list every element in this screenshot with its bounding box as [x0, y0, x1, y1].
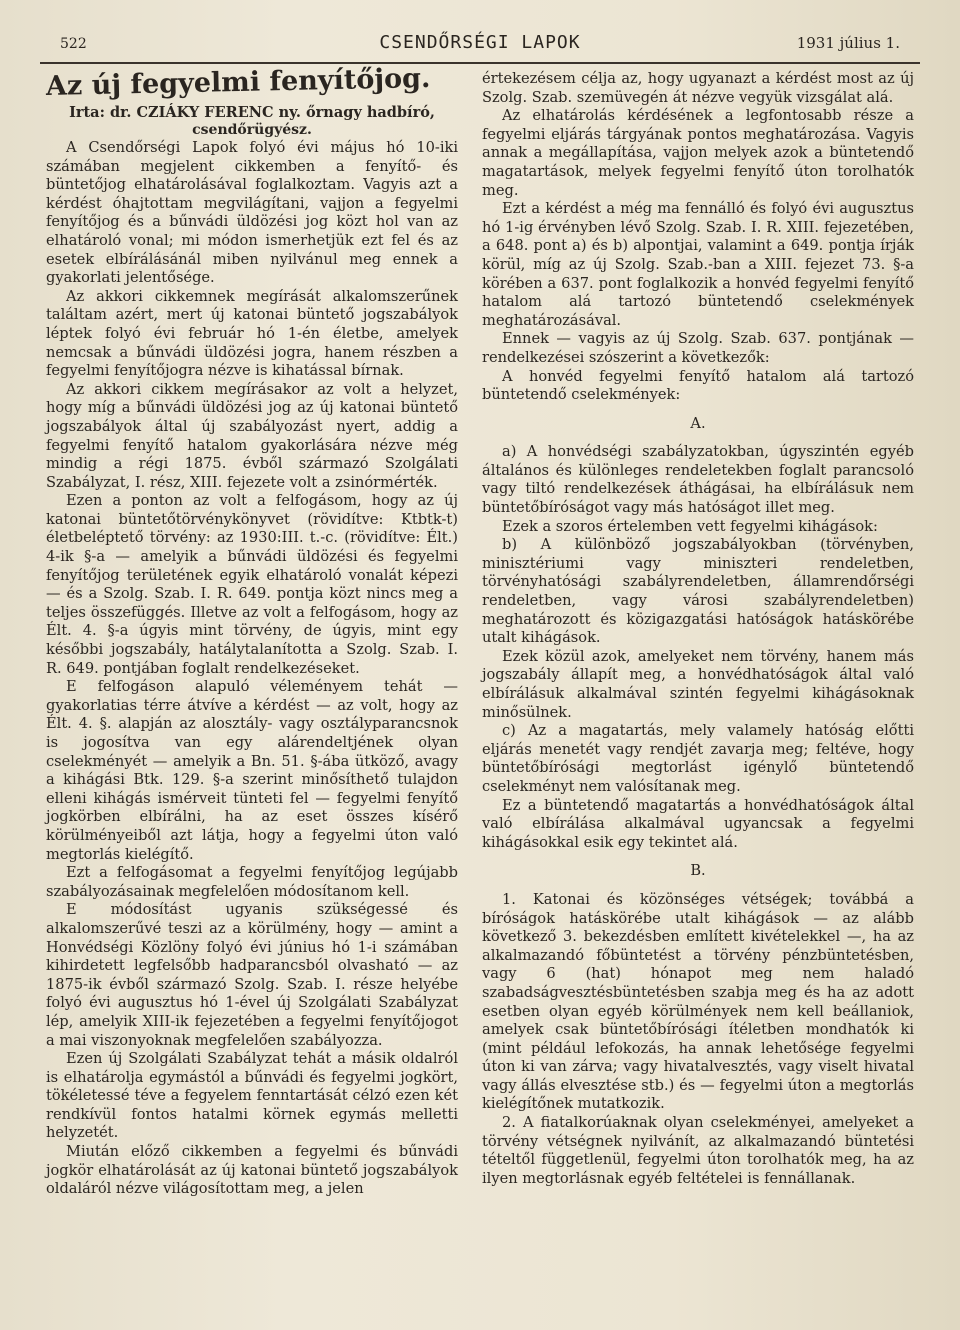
paragraph: A Csendőrségi Lapok folyó évi május hó 10-iki számában megjelent cikkemben a fenyítő- és büntetőjog elhatárolásával foglalkoztam. Vagyis azt a kérdést óhajtottam megvilágítani, vajjon a fegyelmi fenyítőjog és a bűnvádi üldözési jog közt hol van az elhatároló vonal; mi módon ismerhetjük ezt fel és az esetek elbírálásánál miben nyilvánul meg ennek a gyakorlati jelentősége. — [46, 139, 458, 287]
paragraph: Ezt a felfogásomat a fegyelmi fenyítőjog legújabb szabályozásainak megfelelően módosítanom kell. — [46, 864, 458, 900]
left-column — [45, 62, 458, 1199]
paragraph: Az akkori cikkemnek megírását alkalomszerűnek találtam azért, mert új katonai büntető jogszabályok léptek folyó évi február hó 1-én életbe, amelyek nemcsak a bűnvádi üldözési jogra, hanem részben a fegyelmi fenyítőjogra nézve is kihatással bírnak. — [46, 287, 458, 380]
paragraph: a) A honvédségi szabályzatokban, úgyszintén egyéb általános és különleges rendeletekben foglalt parancsoló vagy tiltó rendelkezések áthágásai, ha elbírálásuk nem büntetőbíróságot vagy más hatóságot illet meg. — [482, 443, 914, 517]
page-number: 522 — [60, 36, 87, 52]
paragraph: Ennek — vagyis az új Szolg. Szab. 637. pontjának — rendelkezései szószerint a következők: — [482, 330, 914, 366]
paragraph: E felfogáson alapuló véleményem tehát — gyakorlatias térre átvíve a kérdést — az volt, hogy az Élt. 4. §. alapján az alosztály- vagy osztályparancsnok is jogosítva van egy alárendeltjének olyan cselekményét — amelyik a Bn. 51. §-ába ütköző, avagy a kihágási Btk. 129. §-a szerint minősíthető tulajdon elleni kihágás ismérveit tünteti fel — fegyelmi fenyítő jogkörben elbírálni, ha az eset összes kísérő körülményeiből azt látja, hogy a fegyelmi úton való megtorlás kielégítő. — [46, 678, 458, 863]
section-heading-a: A. — [690, 414, 706, 432]
paragraph: 2. A fiatalkorúaknak olyan cselekményei, amelyeket a törvény vétségnek nyilvánít, az alkalmazandó büntetési tételtől függetlenül, fegyelmi úton torolhatók meg, ha az ilyen megtorlásnak egyéb feltételei is fennállanak. — [482, 1114, 914, 1187]
issue-date: 1931 július 1. — [796, 34, 900, 52]
paragraph: Ezen a ponton az volt a felfogásom, hogy az új katonai büntetőtörvénykönyvet (rövidítve: Ktbtk-t) életbeléptető törvény: az 1930:III. t.-c. (rövidítve: Élt.) 4-ik §-a — amelyik a bűnvádi üldözési és fegyelmi fenyítőjog területének egyik elhatároló vonalát képezi — és a Szolg. Szab. I. R. 649. pontja közt nincs meg a teljes összefüggés. Illetve az volt a felfogásom, hogy az Élt. 4. §-a úgyis mint törvény, de úgyis, mint egy későbbi jogszabály, hatálytalanította a Szolg. Szab. I. R. 649. pontjában foglalt rendelkezéseket. — [46, 492, 458, 677]
paragraph: E módosítást ugyanis szükségessé és alkalomszerűvé teszi az a körülmény, hogy — amint a Honvédségi Közlöny folyó évi június hó 1-i számában kihirdetett legfelsőbb hadparancsból olvasható — az 1875-ik évből származó Szolg. Szab. I. része helyébe folyó évi augusztus hó 1-ével új Szolgálati Szabályzat lép, amelyik XIII-ik fejezetében a fegyelmi fenyítőjogot a mai viszonyoknak megfelelően szabályozza. — [46, 901, 458, 1049]
paragraph: Az elhatárolás kérdésének a legfontosabb része a fegyelmi eljárás tárgyának pontos meghatározása. Vagyis annak a megállapítása, vajjon melyek azok a büntetendő magatartások, melyek fegyelmi fenyítő úton torolhatók meg. — [482, 107, 914, 199]
masthead: CSENDŐRSÉGI LAPOK — [379, 32, 581, 53]
paragraph: A honvéd fegyelmi fenyítő hatalom alá tartozó büntetendő cselekmények: — [482, 367, 914, 404]
paragraph: 1. Katonai és közönséges vétségek; továbbá a bíróságok hatáskörébe utalt kihágások — az alább következő 3. bekezdésben említett kivételekkel —, ha az alkalmazandó főbüntetést a törvény pénzbüntetésben, vagy 6 (hat) hónapot meg nem haladó szabadságvesztésbüntetésben szabja meg és ha az adott esetben olyan egyéb körülmények nem kell beállaniok, amelyek csak büntetőbírósági ítéletben mondhatók ki (mint például lefokozás, ha annak lehetősége fegyelmi úton ki van zárva; vagy hivatalvesztés, vagy viselt hivatal vagy állás elvesztése stb.) és — fegyelmi úton a megtorlás kielégítőnek mutatkozik. — [482, 890, 914, 1113]
page-header — [40, 22, 920, 64]
paragraph: b) A különböző jogszabályokban (törvényben, minisztériumi vagy miniszteri rendeletben, törvényhatósági szabályrendeletben, államrendőrségi rendeletben, vagy városi szabályrendeletben) meghatározott és közigazgatási hatóságok hatáskörébe utalt kihágások. — [482, 536, 914, 647]
paragraph: Ezen új Szolgálati Szabályzat tehát a másik oldalról is elhatárolja egymástól a bűnvádi és fegyelmi jogkört, tökéletessé téve a fegyelem fenntartását célzó ezen két rendkívül fontos hatalmi körnek egymás melletti helyzetét. — [46, 1050, 458, 1142]
paragraph: Ezt a kérdést a még ma fennálló és folyó évi augusztus hó 1-ig érvényben lévő Szolg. Szab. I. R. XIII. fejezetében, a 648. pont a) és b) alpontjai, valamint a 649. pontja írják körül, míg az új Szolg. Szab.-ban a XIII. fejezet 73. §-a körében a 637. pont foglalkozik a honvéd fegyelmi fenyítő hatalom alá tartozó büntetendő cselekmények meghatározásával. — [482, 200, 914, 329]
paragraph: Ez a büntetendő magatartás a honvédhatóságok által való elbírálása alkalmával ugyancsak a fegyelmi kihágásokkal esik egy tekintet alá. — [482, 796, 914, 851]
paragraph: Miután előző cikkemben a fegyelmi és bűnvádi jogkör elhatárolását az új katonai büntető jogszabályok oldaláról nézve világosítottam meg, a jelen — [46, 1143, 458, 1198]
section-heading-b: B. — [690, 862, 706, 880]
right-column — [482, 70, 914, 1188]
article-title: Az új fegyelmi fenyítőjog. — [45, 62, 431, 102]
paragraph: Ezek a szoros értelemben vett fegyelmi kihágások: — [502, 517, 878, 535]
paragraph: Az akkori cikkem megírásakor az volt a helyzet, hogy míg a bűnvádi üldözési jog az új katonai büntető jogszabályok által új szabályozást nyert, addig a fegyelmi fenyítő hatalom gyakorlására nézve még mindig a régi 1875. évből származó Szolgálati Szabályzat, I. rész, XIII. fejezete volt a zsinórmérték. — [46, 380, 458, 491]
paragraph: Ezek közül azok, amelyeket nem törvény, hanem más jogszabály állapít meg, a honvédhatóságok által való elbírálásuk alkalmával szintén fegyelmi kihágásoknak minősülnek. — [482, 647, 914, 721]
paragraph: c) Az a magatartás, mely valamely hatóság előtti eljárás menetét vagy rendjét zavarja meg; feltéve, hogy büntetőbírósági megtorlást igénylő büntetendő cselekményt nem valósítanak meg. — [482, 722, 914, 795]
byline: Irta: dr. CZIÁKY FERENC ny. őrnagy hadbíró, — [69, 104, 435, 121]
byline-rank: csendőrügyész. — [192, 122, 312, 138]
paragraph: értekezésem célja az, hogy ugyanazt a kérdést most az új Szolg. Szab. szemüvegén át nézve vegyük vizsgálat alá. — [482, 70, 914, 106]
